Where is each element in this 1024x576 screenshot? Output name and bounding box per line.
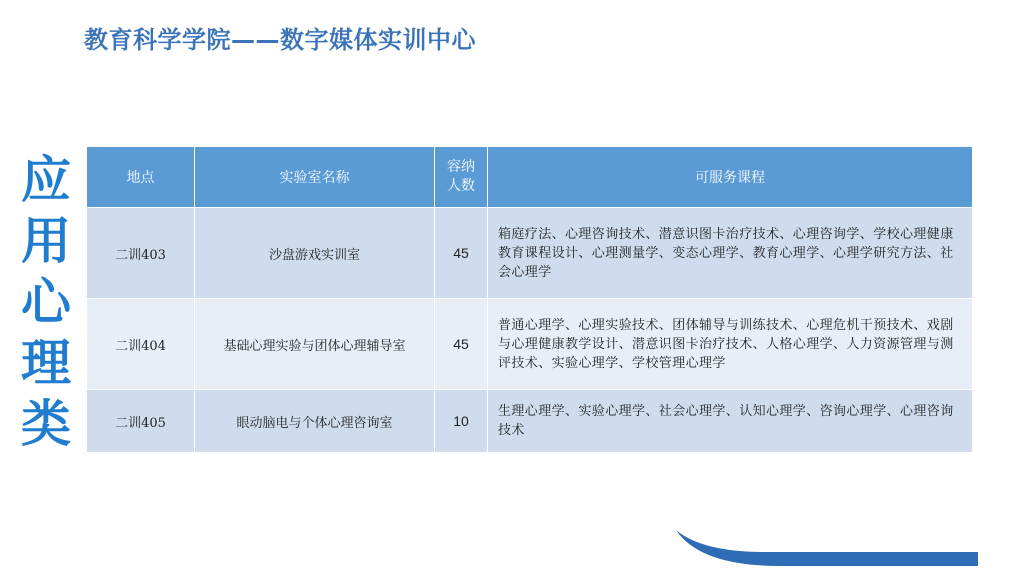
category-char: 理 bbox=[21, 334, 71, 392]
cell-courses: 生理心理学、实验心理学、社会心理学、认知心理学、咨询心理学、心理咨询技术 bbox=[488, 390, 973, 453]
header-location: 地点 bbox=[87, 147, 195, 208]
cell-room-name: 基础心理实验与团体心理辅导室 bbox=[195, 299, 435, 390]
cell-capacity: 45 bbox=[435, 299, 488, 390]
cell-room-name: 沙盘游戏实训室 bbox=[195, 208, 435, 299]
category-char: 类 bbox=[21, 395, 71, 453]
header-courses: 可服务课程 bbox=[488, 147, 973, 208]
cell-room-name: 眼动脑电与个体心理咨询室 bbox=[195, 390, 435, 453]
cell-location: 二训405 bbox=[87, 390, 195, 453]
page-title: 教育科学学院——数字媒体实训中心 bbox=[84, 26, 476, 54]
cell-capacity: 45 bbox=[435, 208, 488, 299]
cell-courses: 普通心理学、心理实验技术、团体辅导与训练技术、心理危机干预技术、戏剧与心理健康教学设计、潜意识图卡治疗技术、人格心理学、人力资源管理与测评技术、实验心理学、学校管理心理学 bbox=[488, 299, 973, 390]
category-char: 心 bbox=[21, 273, 71, 331]
header-room-name: 实验室名称 bbox=[195, 147, 435, 208]
cell-courses: 箱庭疗法、心理咨询技术、潜意识图卡治疗技术、心理咨询学、学校心理健康教育课程设计、心理测量学、变态心理学、教育心理学、心理学研究方法、社会心理学 bbox=[488, 208, 973, 299]
cell-location: 二训403 bbox=[87, 208, 195, 299]
category-char: 应 bbox=[21, 151, 71, 209]
header-capacity-text: 容纳 人数 bbox=[447, 159, 475, 194]
category-char: 用 bbox=[21, 212, 71, 270]
cell-capacity: 10 bbox=[435, 390, 488, 453]
cell-location: 二训404 bbox=[87, 299, 195, 390]
